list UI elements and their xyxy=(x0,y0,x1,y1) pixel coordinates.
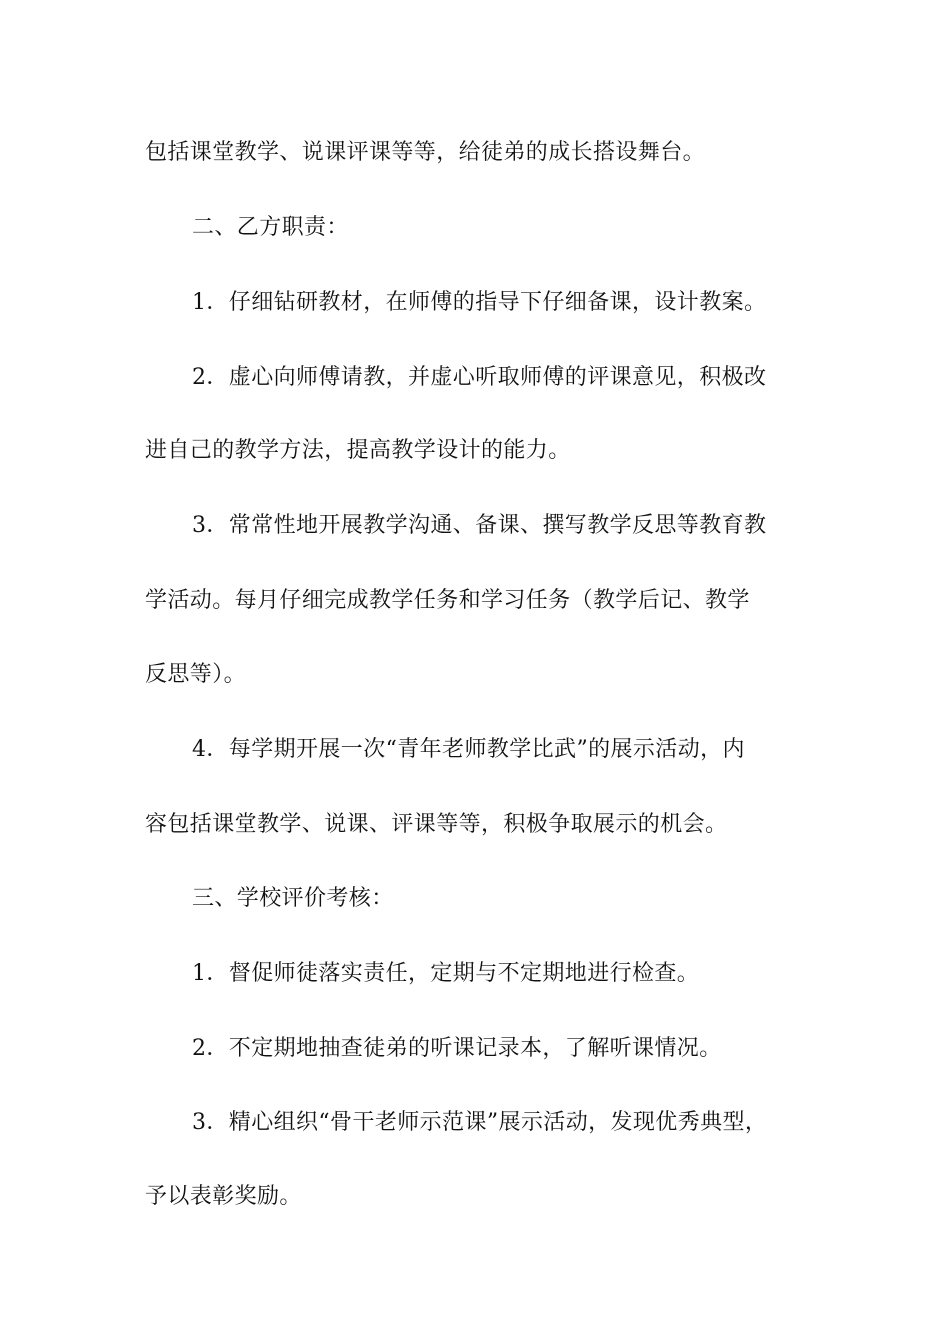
text-line-item-2: 2．虚心向师傅请教，并虚心听取师傅的评课意见，积极改 xyxy=(192,365,767,390)
text-line-item-3: 3．常常性地开展教学沟通、备课、撰写教学反思等教育教 xyxy=(192,513,767,538)
text-line-item-1: 1．仔细钻研教材，在师傅的指导下仔细备课，设计教案。 xyxy=(192,290,767,315)
section-heading-school-evaluation: 三、学校评价考核： xyxy=(192,886,394,911)
text-line-eval-item-2: 2．不定期地抽查徒弟的听课记录本，了解听课情况。 xyxy=(192,1036,722,1061)
text-line-item-3-cont: 学活动。每月仔细完成教学任务和学习任务（教学后记、教学 xyxy=(145,588,750,613)
text-line-eval-item-3: 3．精心组织“骨干老师示范课”展示活动，发现优秀典型， xyxy=(192,1110,768,1135)
section-heading-party-b-duties: 二、乙方职责： xyxy=(192,215,349,240)
text-line-item-3-cont2: 反思等）。 xyxy=(145,662,247,687)
text-line-item-4: 4．每学期开展一次“青年老师教学比武”的展示活动，内 xyxy=(192,737,745,762)
text-line-eval-item-3-cont: 予以表彰奖励。 xyxy=(145,1184,302,1209)
text-line-item-4-cont: 容包括课堂教学、说课、评课等等，积极争取展示的机会。 xyxy=(145,812,728,837)
text-line-eval-item-1: 1．督促师徒落实责任，定期与不定期地进行检查。 xyxy=(192,961,700,986)
text-line-item-2-cont: 进自己的教学方法，提高教学设计的能力。 xyxy=(145,438,571,463)
text-line-continuation: 包括课堂教学、说课评课等等，给徒弟的成长搭设舞台。 xyxy=(145,140,706,165)
